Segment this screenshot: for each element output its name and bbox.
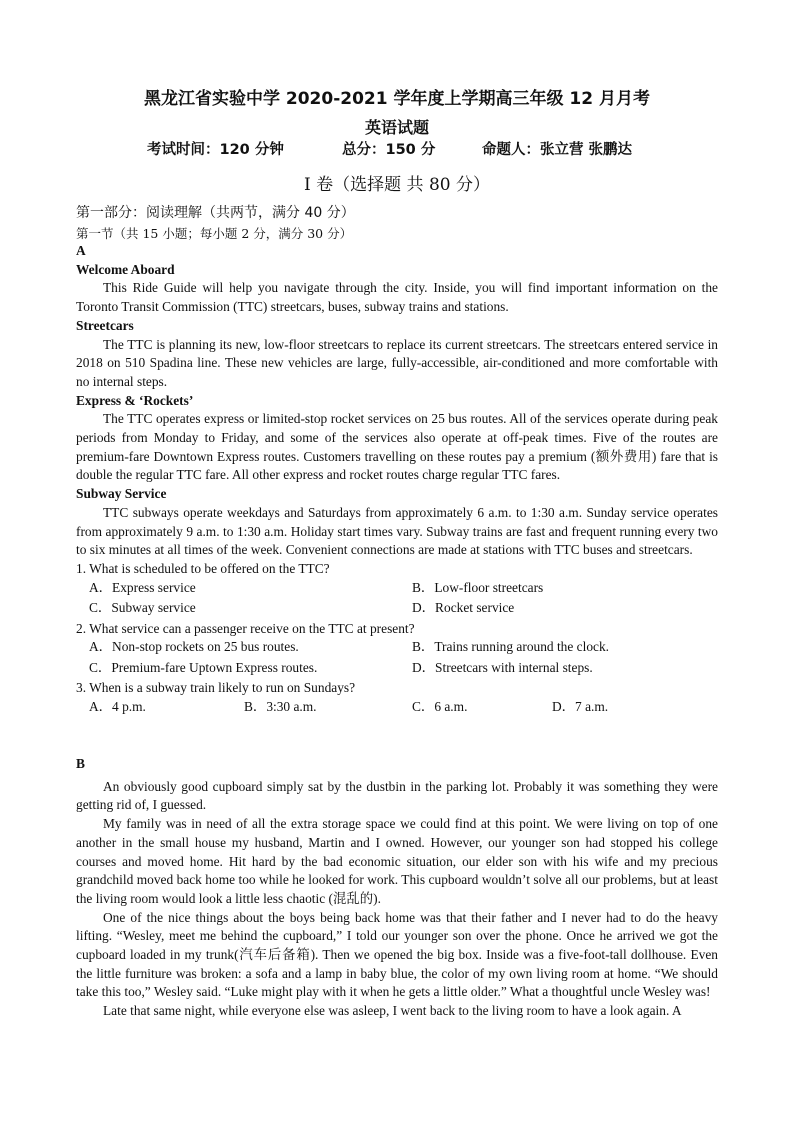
part-heading: 第一部分：阅读理解（共两节，满分 40 分） [76, 205, 355, 221]
option: A．Non-stop rockets on 25 bus routes. [89, 639, 299, 655]
passage-b [76, 755, 718, 1021]
paragraph: TTC subways operate weekdays and Saturdays from approximately 6 a.m. to 1:30 a.m. Sunday service operates from approximately 9 a.m. to 1:30 a.m. Holiday start times vary. Subway trains are fast and frequent running every two to six minutes at all times of the week. Convenient connections are made at stations with TTC buses and streetcars. [76, 504, 718, 558]
paragraph: This Ride Guide will help you navigate through the city. Inside, you will find important information on the Toronto Transit Commission (TTC) streetcars, buses, subway trains and stations. [76, 280, 718, 315]
paragraph: One of the nice things about the boys being back home was that their father and I never had to do the heavy lifting. “Wesley, meet me behind the cupboard,” I told our younger son over the phone. Once he arrived we got the cupboard loaded in my trunk(汽车后备箱). Then we opened the big box. Inside was a five-foot-tall dollhouse. Even the little furniture was broken: a sofa and a lamp in baby blue, the color of my own living room at home. “We should take this too,” Wesley said. “Luke might play with it when he gets a little older.” What a thoughtful uncle Wesley was! [76, 909, 718, 1000]
passage-letter: A [76, 243, 86, 258]
exam-time: 考试时间：120 分钟 [147, 142, 284, 158]
option: B．Trains running around the clock. [412, 639, 609, 655]
volume-heading: I 卷（选择题 共 80 分） [304, 175, 490, 195]
question: 1. What is scheduled to be offered on the TTC? [76, 560, 330, 576]
total-score: 总分：150 分 [342, 142, 436, 158]
question: 2. What service can a passenger receive on the TTC at present? [76, 620, 415, 636]
option: A．Express service [89, 579, 196, 595]
paragraph: An obviously good cupboard simply sat by the dustbin in the parking lot. Probably it was something they were getting rid of, I guessed. [76, 778, 718, 813]
option: D．Streetcars with internal steps. [412, 659, 593, 675]
option: D．7 a.m. [552, 699, 609, 715]
option: C．6 a.m. [412, 699, 468, 715]
section-heading: 第一节（共 15 小题；每小题 2 分，满分 30 分） [76, 226, 353, 241]
paragraph: The TTC is planning its new, low-floor streetcars to replace its current streetcars. The streetcars entered service in 2018 on 510 Spadina line. These new vehicles are large, fully-accessible, air-conditioned and more comfortable with no internal steps. [76, 336, 718, 389]
options-row [76, 638, 718, 659]
section-title: Streetcars [76, 317, 134, 333]
options-row [76, 659, 718, 680]
options-row [76, 579, 718, 600]
paragraph: The TTC operates express or limited-stop rocket services on 25 bus routes. All of the services operate during peak periods from Monday to Friday, and some of the services also operate at off-peak times. Five of the routes are premium-fare Downtown Express routes. Customers travelling on these routes pay a premium (额外费用) fare that is double the regular TTC fare. All other express and rocket routes charge regular TTC fares. [76, 411, 718, 483]
option: D．Rocket service [412, 600, 515, 616]
option: C．Subway service [89, 600, 196, 616]
option: B．Low-floor streetcars [412, 579, 544, 595]
option: B．3:30 a.m. [244, 699, 317, 715]
option: C．Premium-fare Uptown Express routes. [89, 659, 318, 675]
question: 3. When is a subway train likely to run on Sundays? [76, 680, 356, 696]
paragraph: My family was in need of all the extra storage space we could find at this point. We were living on top of one another in the small house my husband, Martin and I owned. However, our younger son had stopped his college courses and moved home. Hit hard by the bad economic situation, our elder son with his wife and my precious grandchild moved back home too while he looked for work. This cupboard wouldn’t solve all our problems, but at least the living room would look a little less chaotic (混乱的). [76, 816, 718, 906]
passage-title: Welcome Aboard [76, 261, 175, 277]
authors: 命题人：张立营 张鹏达 [482, 142, 633, 158]
subject-title: 英语试题 [364, 118, 429, 137]
passage-a [76, 242, 718, 719]
passage-letter: B [76, 756, 85, 771]
page-title: 黑龙江省实验中学 2020-2021 学年度上学期高三年级 12 月月考 [143, 89, 650, 109]
section-title: Express & ‘Rockets’ [76, 392, 194, 408]
section-title: Subway Service [76, 486, 167, 502]
options-row [76, 698, 718, 719]
options-row [76, 599, 718, 620]
option: A．4 p.m. [89, 699, 146, 715]
paragraph: Late that same night, while everyone else was asleep, I went back to the living room to have a look again. A [103, 1003, 682, 1019]
